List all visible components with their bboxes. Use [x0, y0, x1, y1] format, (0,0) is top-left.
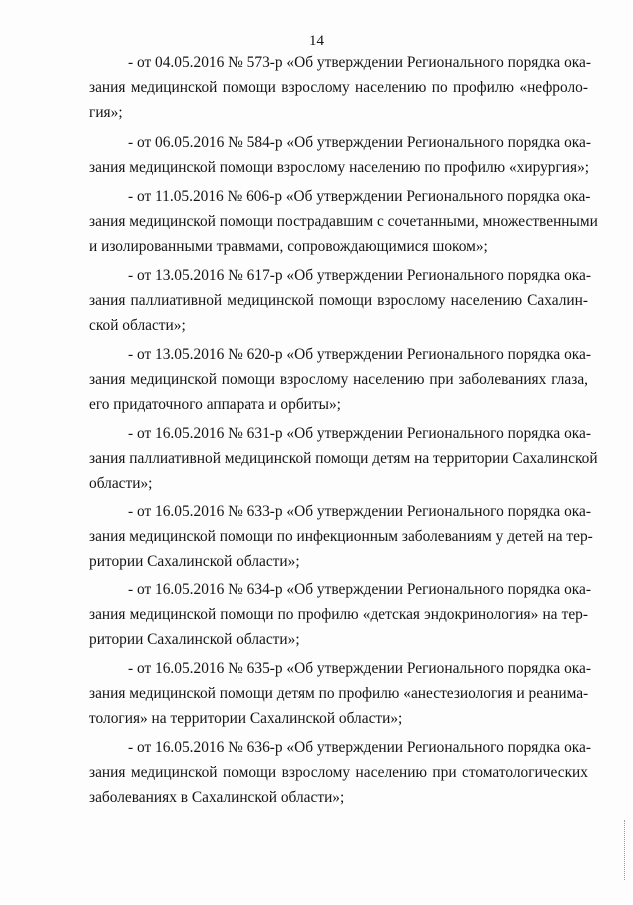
item-line: заболеваниях в Сахалинской области»; [89, 789, 345, 806]
scan-edge-marks [624, 820, 627, 880]
item-line: ской области»; [89, 317, 186, 334]
item-line: области»; [89, 475, 153, 492]
item-line: зания медицинской помощи детям по профилю «анестезиология и реанима- [89, 685, 589, 702]
item-line: гия»; [89, 104, 123, 121]
item-line: - от 06.05.2016 № 584-р «Об утверждении Регионального порядка ока- [128, 134, 591, 151]
item-line: - от 16.05.2016 № 634-р «Об утверждении Регионального порядка ока- [128, 581, 591, 598]
item-line: зания медицинской помощи взрослому населению при заболеваниях глаза, [89, 371, 588, 388]
item-line: - от 16.05.2016 № 631-р «Об утверждении Регионального порядка ока- [128, 425, 591, 442]
item-line: ритории Сахалинской области»; [89, 553, 300, 570]
item-line: зания медицинской помощи взрослому населению по профилю «нефроло- [89, 79, 588, 96]
item-line: и изолированными травмами, сопровождающимися шоком»; [89, 238, 488, 255]
item-line: зания медицинской помощи по инфекционным заболеваниям у детей на тер- [89, 528, 593, 545]
item-line: зания медицинской помощи взрослому населению по профилю «хирургия»; [89, 159, 590, 176]
page-number: 14 [309, 33, 324, 49]
item-line: зания медицинской помощи пострадавшим с сочетанными, множественными [89, 213, 598, 230]
item-line: - от 04.05.2016 № 573-р «Об утверждении Регионального порядка ока- [128, 54, 591, 71]
item-line: - от 11.05.2016 № 606-р «Об утверждении Регионального порядка ока- [128, 188, 591, 205]
item-line: зания паллиативной медицинской помощи взрослому населению Сахалин- [89, 292, 588, 309]
item-line: - от 13.05.2016 № 617-р «Об утверждении Регионального порядка ока- [128, 267, 591, 284]
item-line: тология» на территории Сахалинской области»; [89, 710, 403, 727]
item-line: его придаточного аппарата и орбиты»; [89, 396, 341, 413]
item-line: - от 16.05.2016 № 633-р «Об утверждении Регионального порядка ока- [128, 503, 591, 520]
item-line: ритории Сахалинской области»; [89, 631, 300, 648]
item-line: - от 16.05.2016 № 635-р «Об утверждении Регионального порядка ока- [128, 660, 591, 677]
item-line: - от 13.05.2016 № 620-р «Об утверждении Регионального порядка ока- [128, 346, 591, 363]
item-line: - от 16.05.2016 № 636-р «Об утверждении Регионального порядка ока- [128, 739, 591, 756]
item-line: зания медицинской помощи взрослому населению при стоматологических [89, 764, 588, 781]
item-line: зания медицинской помощи по профилю «детская эндокринология» на тер- [89, 606, 588, 623]
item-line: зания паллиативной медицинской помощи детям на территории Сахалинской [89, 450, 598, 467]
